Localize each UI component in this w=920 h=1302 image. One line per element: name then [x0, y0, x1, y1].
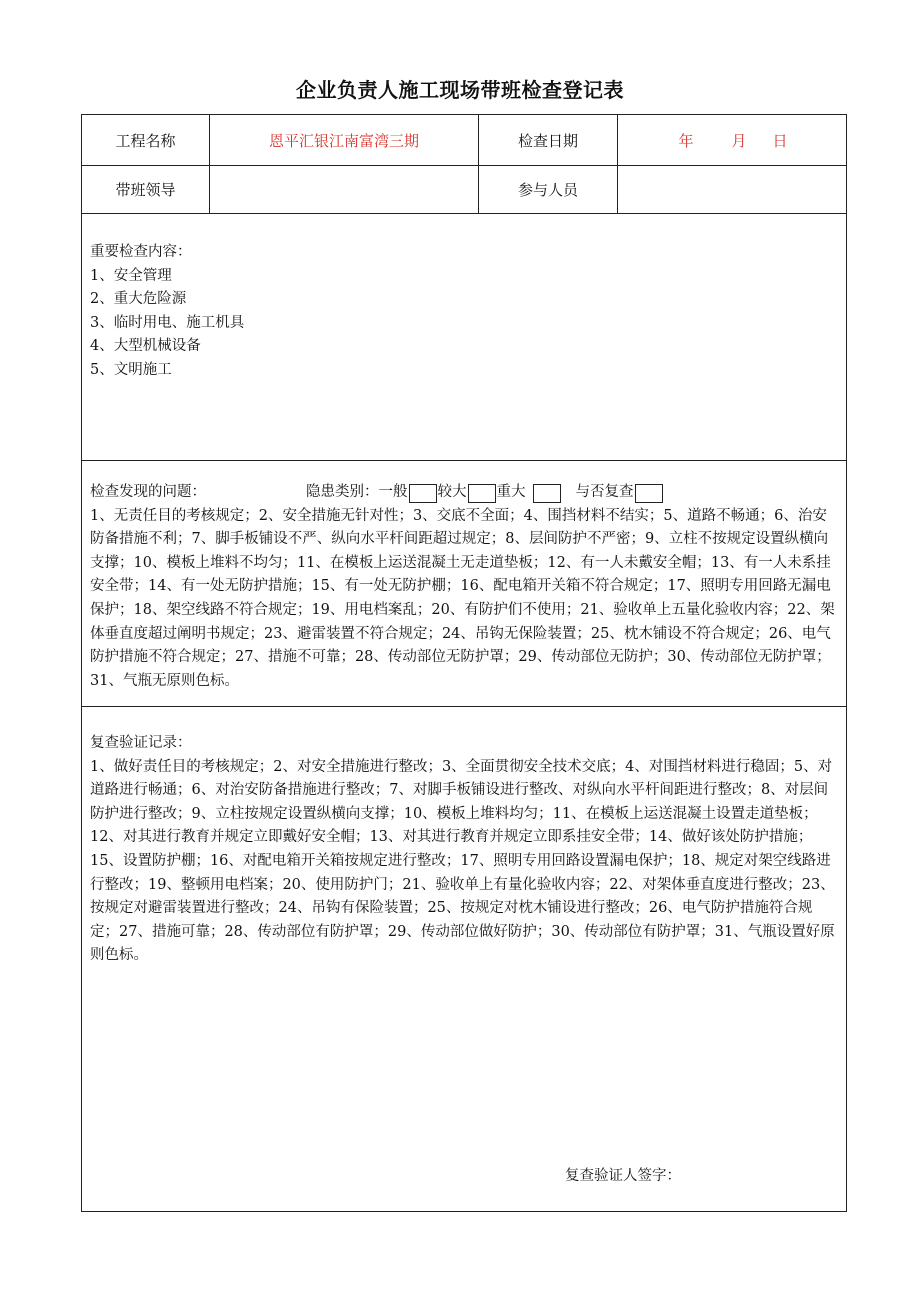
- recheck-heading: 复查验证记录：: [90, 735, 192, 751]
- recheck-label: 与否复查: [575, 484, 634, 500]
- date-year: 年: [678, 131, 694, 150]
- hazard-general-checkbox[interactable]: [409, 484, 437, 503]
- problems-text: 1、无责任目的考核规定；2、安全措施无针对性；3、交底不全面；4、围挡材料不结实；5、道路不畅通；6、治安防备措施不利；7、脚手板铺设不严、纵向水平杆间距超过规定；8、层间防护不严密；9、立柱不按规定设置纵横向支撑；10、模板上堆料不均匀；11、在模板上运送混凝土无走道垫板；12、有一人未戴安全帽；13、有一人未系挂安全带；14、有一处无防护措施；15、有一处无防护棚；16、配电箱开关箱不符合规定；17、照明专用回路无漏电保护；18、架空线路不符合规定；19、用电档案乱；20、有防护们不使用；21、验收单上五量化验收内容；22、架体垂直度超过阐明书规定；23、避雷装置不符合规定；24、吊钩无保险装置；25、枕木铺设不符合规定；26、电气防护措施不符合规定；27、措施不可靠；28、传动部位无防护罩；29、传动部位无防护；30、传动部位无防护罩；31、气瓶无原则色标。: [90, 507, 835, 689]
- hazard-major-label: 重大: [496, 484, 526, 500]
- hazard-larger-label: 较大: [437, 484, 467, 500]
- participants-label: 参与人员: [517, 181, 578, 199]
- project-name-value[interactable]: 恩平汇银江南富湾三期: [268, 131, 419, 150]
- recheck-section: [90, 732, 840, 968]
- problems-heading: 检查发现的问题：: [90, 484, 206, 500]
- key-content-item: 5、文明施工: [90, 361, 172, 378]
- form-title: 企业负责人施工现场带班检查登记表: [296, 78, 624, 102]
- problems-header: [90, 481, 840, 505]
- key-content-heading: 重要检查内容：: [90, 244, 192, 260]
- inspection-form: [81, 114, 847, 1212]
- key-content-item: 4、大型机械设备: [90, 338, 201, 355]
- signature-label: 复查验证人签字：: [565, 1168, 681, 1184]
- check-date-value[interactable]: [618, 115, 848, 165]
- row-divider-4: [82, 706, 846, 707]
- leader-value[interactable]: [210, 166, 478, 213]
- hazard-major-checkbox[interactable]: [533, 484, 561, 503]
- project-name-label: 工程名称: [115, 131, 176, 150]
- hazard-larger-checkbox[interactable]: [468, 484, 496, 503]
- date-month: 月: [731, 131, 747, 150]
- hazard-label: 隐患类别：一般: [306, 484, 408, 500]
- participants-value[interactable]: [618, 166, 848, 213]
- leader-label: 带班领导: [115, 181, 176, 199]
- recheck-text: 1、做好责任目的考核规定；2、对安全措施进行整改；3、全面贯彻安全技术交底；4、对围挡材料进行稳固；5、对道路进行畅通；6、对治安防备措施进行整改；7、对脚手板铺设进行整改、对纵向水平杆间距进行整改；8、对层间防护进行整改；9、立柱按规定设置纵横向支撑；10、模板上堆料均匀；11、在模板上运送混凝土设置走道垫板；12、对其进行教育并规定立即戴好安全帽；13、对其进行教育并规定立即系挂安全带；14、做好该处防护措施；15、设置防护棚；16、对配电箱开关箱按规定进行整改；17、照明专用回路设置漏电保护；18、规定对架空线路进行整改；19、整顿用电档案；20、使用防护门；21、验收单上有量化验收内容；22、对架体垂直度进行整改；23、按规定对避雷装置进行整改；24、吊钩有保险装置；25、按规定对枕木铺设进行整改；26、电气防护措施符合规定；27、措施可靠；28、传动部位有防护罩；29、传动部位做好防护；30、传动部位有防护罩；31、气瓶设置好原则色标。: [90, 758, 835, 964]
- row-divider-2: [82, 213, 846, 214]
- date-day: 日: [772, 131, 788, 150]
- row-divider-3: [82, 460, 846, 461]
- problems-section: [90, 481, 840, 693]
- key-content-section: [90, 241, 840, 383]
- key-content-item: 3、临时用电、施工机具: [90, 314, 245, 331]
- key-content-item: 1、安全管理: [90, 267, 172, 284]
- recheck-checkbox[interactable]: [635, 484, 663, 503]
- check-date-label: 检查日期: [517, 131, 578, 150]
- key-content-item: 2、重大危险源: [90, 291, 187, 308]
